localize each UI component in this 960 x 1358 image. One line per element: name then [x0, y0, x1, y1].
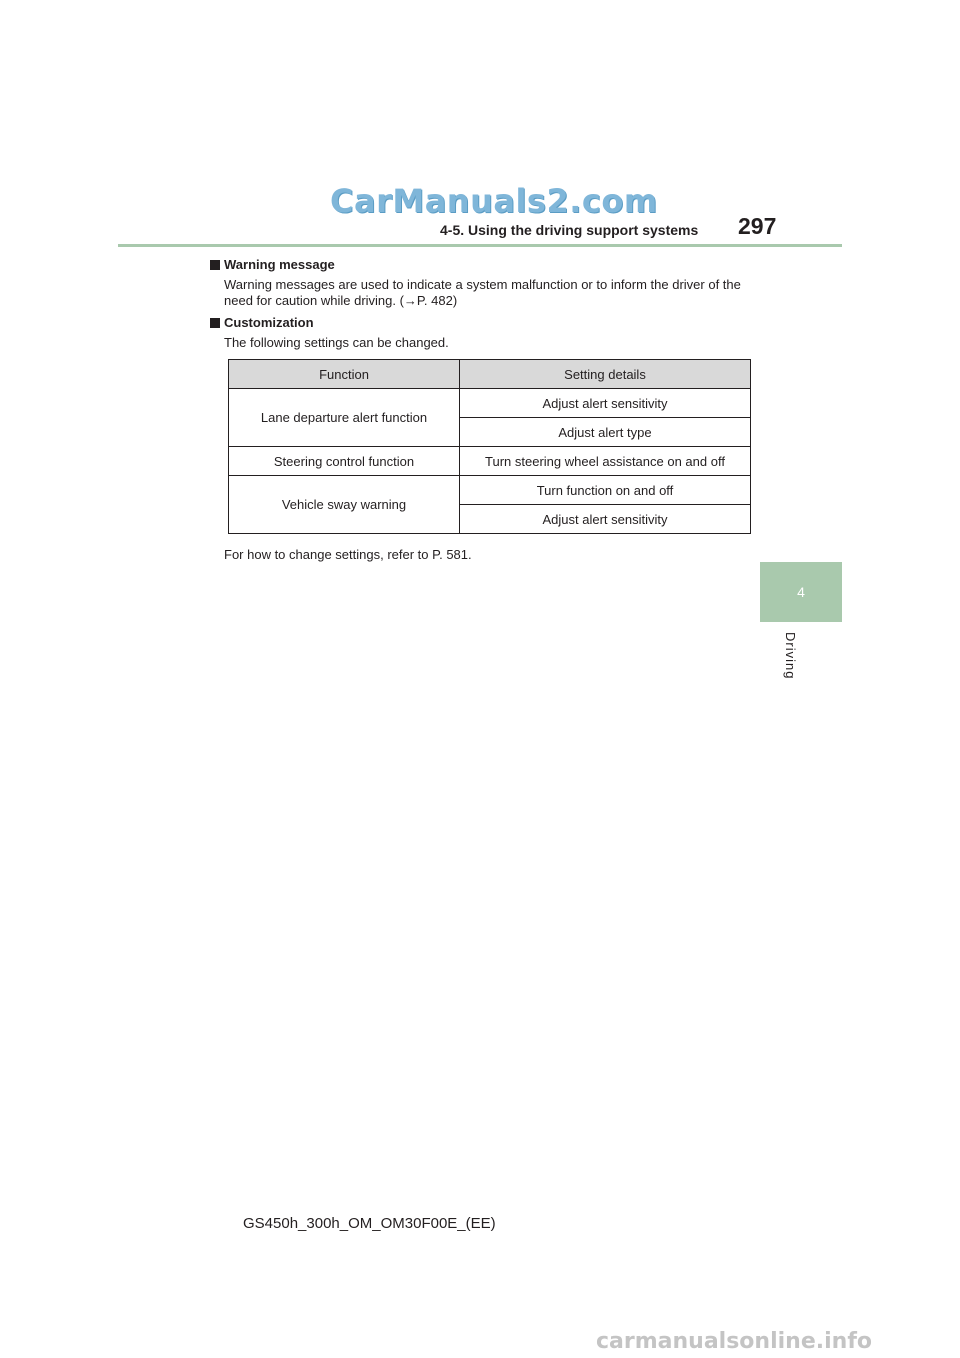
detail-cell: Turn steering wheel assistance on and off — [460, 447, 751, 476]
table-row — [229, 476, 751, 505]
detail-cell: Turn function on and off — [460, 476, 751, 505]
customization-heading — [210, 315, 314, 330]
warning-heading — [210, 257, 335, 272]
settings-footnote: For how to change settings, refer to P. 581. — [224, 547, 472, 562]
column-header-setting-details: Setting details — [460, 360, 751, 389]
customization-heading-text: Customization — [224, 315, 314, 330]
square-bullet-icon — [210, 318, 220, 328]
customization-intro: The following settings can be changed. — [224, 335, 449, 350]
table-header-row — [229, 360, 751, 389]
document-code: GS450h_300h_OM_OM30F00E_(EE) — [243, 1215, 496, 1232]
square-bullet-icon — [210, 260, 220, 270]
function-cell: Vehicle sway warning — [229, 476, 460, 534]
table-row — [229, 389, 751, 418]
detail-cell: Adjust alert sensitivity — [460, 389, 751, 418]
settings-table — [228, 359, 751, 534]
detail-cell: Adjust alert type — [460, 418, 751, 447]
detail-cell: Adjust alert sensitivity — [460, 505, 751, 534]
page-number: 297 — [738, 213, 777, 239]
chapter-number: 4 — [797, 584, 805, 600]
watermark-carmanuals2: CarManuals2.com — [330, 182, 658, 220]
header-rule — [118, 244, 842, 247]
table-row — [229, 447, 751, 476]
function-cell: Steering control function — [229, 447, 460, 476]
column-header-function: Function — [229, 360, 460, 389]
warning-text: Warning messages are used to indicate a system malfunction or to inform the driver of the need for caution while driving. (→P. 482) — [224, 277, 741, 308]
chapter-tab — [760, 562, 842, 622]
function-cell: Lane departure alert function — [229, 389, 460, 447]
watermark-carmanualsonline: carmanualsonline.info — [596, 1329, 872, 1354]
warning-heading-text: Warning message — [224, 257, 335, 272]
chapter-label: Driving — [783, 632, 798, 680]
section-title: 4-5. Using the driving support systems — [440, 222, 699, 238]
